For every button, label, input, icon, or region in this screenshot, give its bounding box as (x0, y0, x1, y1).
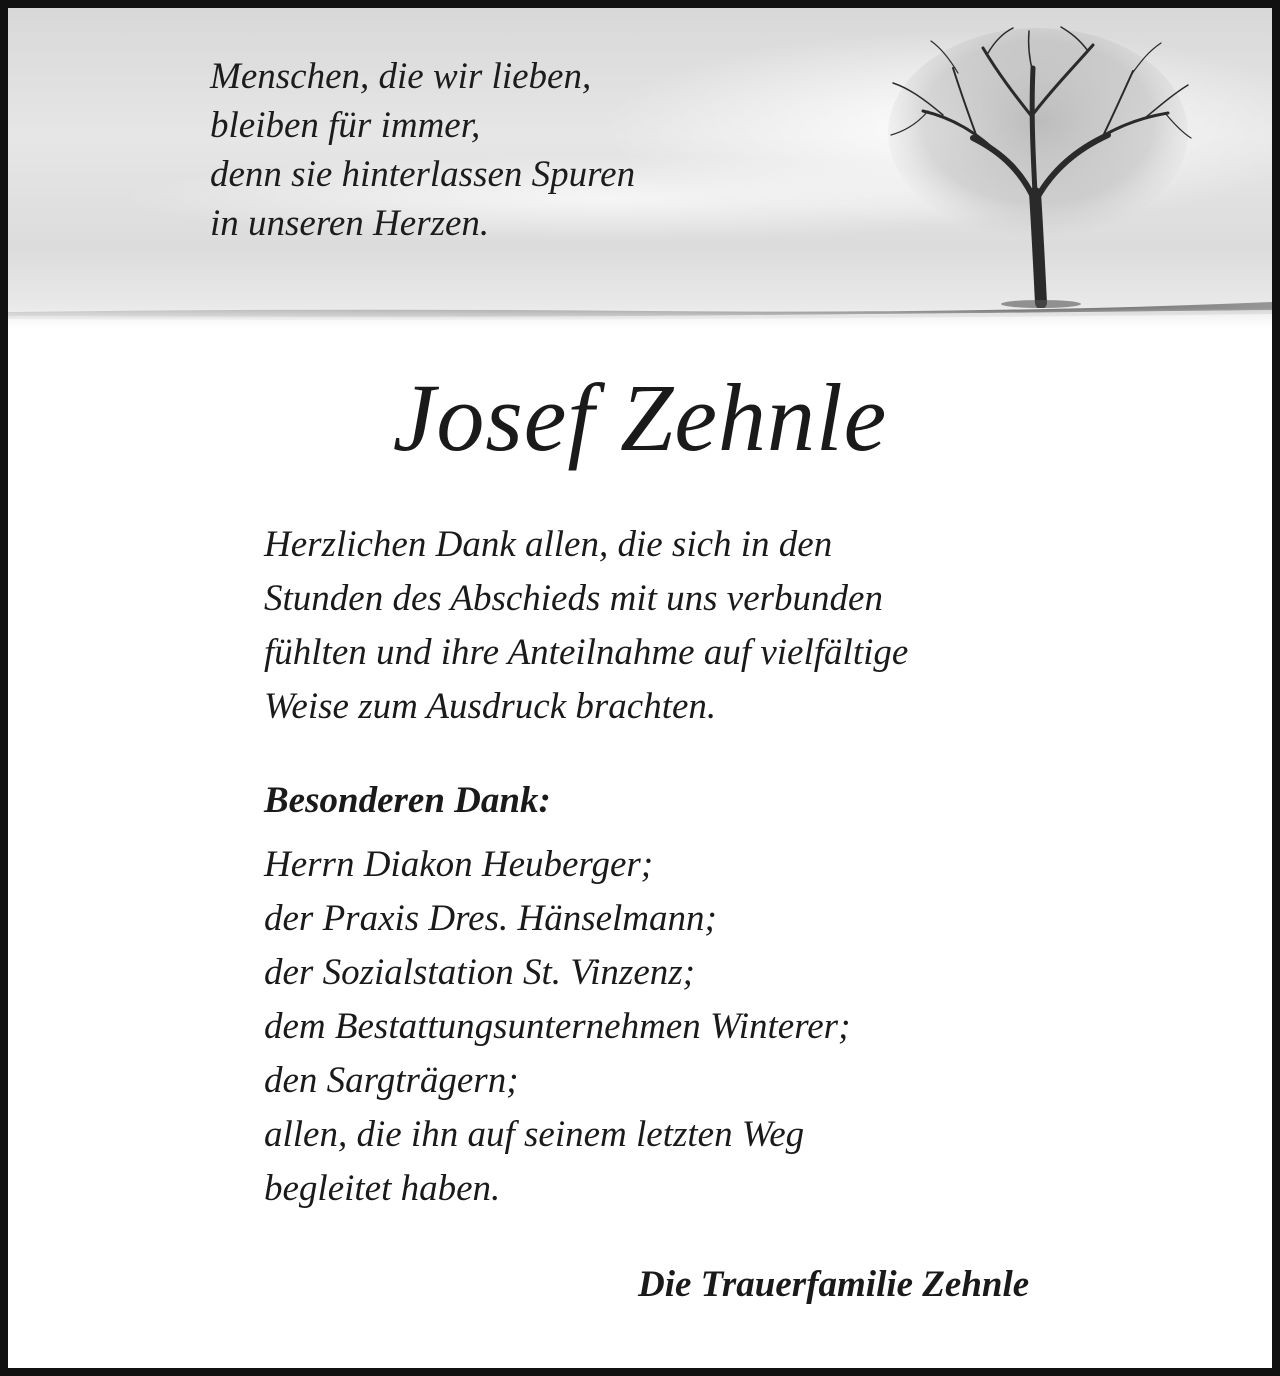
thanks-line: Herzlichen Dank allen, die sich in den (264, 524, 833, 565)
header-fade (8, 308, 1272, 328)
header-banner (8, 8, 1272, 328)
thanks-line: fühlten und ihre Anteilnahme auf vielfältige (264, 632, 909, 673)
special-thanks-heading: Besonderen Dank: (264, 780, 551, 821)
special-thanks-list (264, 838, 850, 1216)
quote-line: denn sie hinterlassen Spuren (210, 154, 636, 195)
quote-line: bleiben für immer, (210, 105, 481, 146)
bare-tree-icon (883, 23, 1193, 308)
thanks-line: Stunden des Abschieds mit uns verbunden (264, 578, 883, 619)
list-item: der Praxis Dres. Hänselmann; (264, 898, 717, 939)
list-item: Herrn Diakon Heuberger; (264, 844, 654, 885)
list-item: den Sargträgern; (264, 1060, 519, 1101)
list-item: dem Bestattungsunternehmen Winterer; (264, 1006, 851, 1047)
family-signature: Die Trauerfamilie Zehnle (638, 1264, 1030, 1305)
deceased-name: Josef Zehnle (392, 364, 888, 471)
thanks-paragraph (264, 518, 908, 734)
memorial-quote (210, 52, 635, 248)
quote-line: Menschen, die wir lieben, (210, 56, 592, 97)
list-item: allen, die ihn auf seinem letzten Weg (264, 1114, 805, 1155)
list-item: begleitet haben. (264, 1168, 501, 1209)
quote-line: in unseren Herzen. (210, 203, 490, 244)
list-item: der Sozialstation St. Vinzenz; (264, 952, 695, 993)
thanks-line: Weise zum Ausdruck brachten. (264, 686, 717, 727)
